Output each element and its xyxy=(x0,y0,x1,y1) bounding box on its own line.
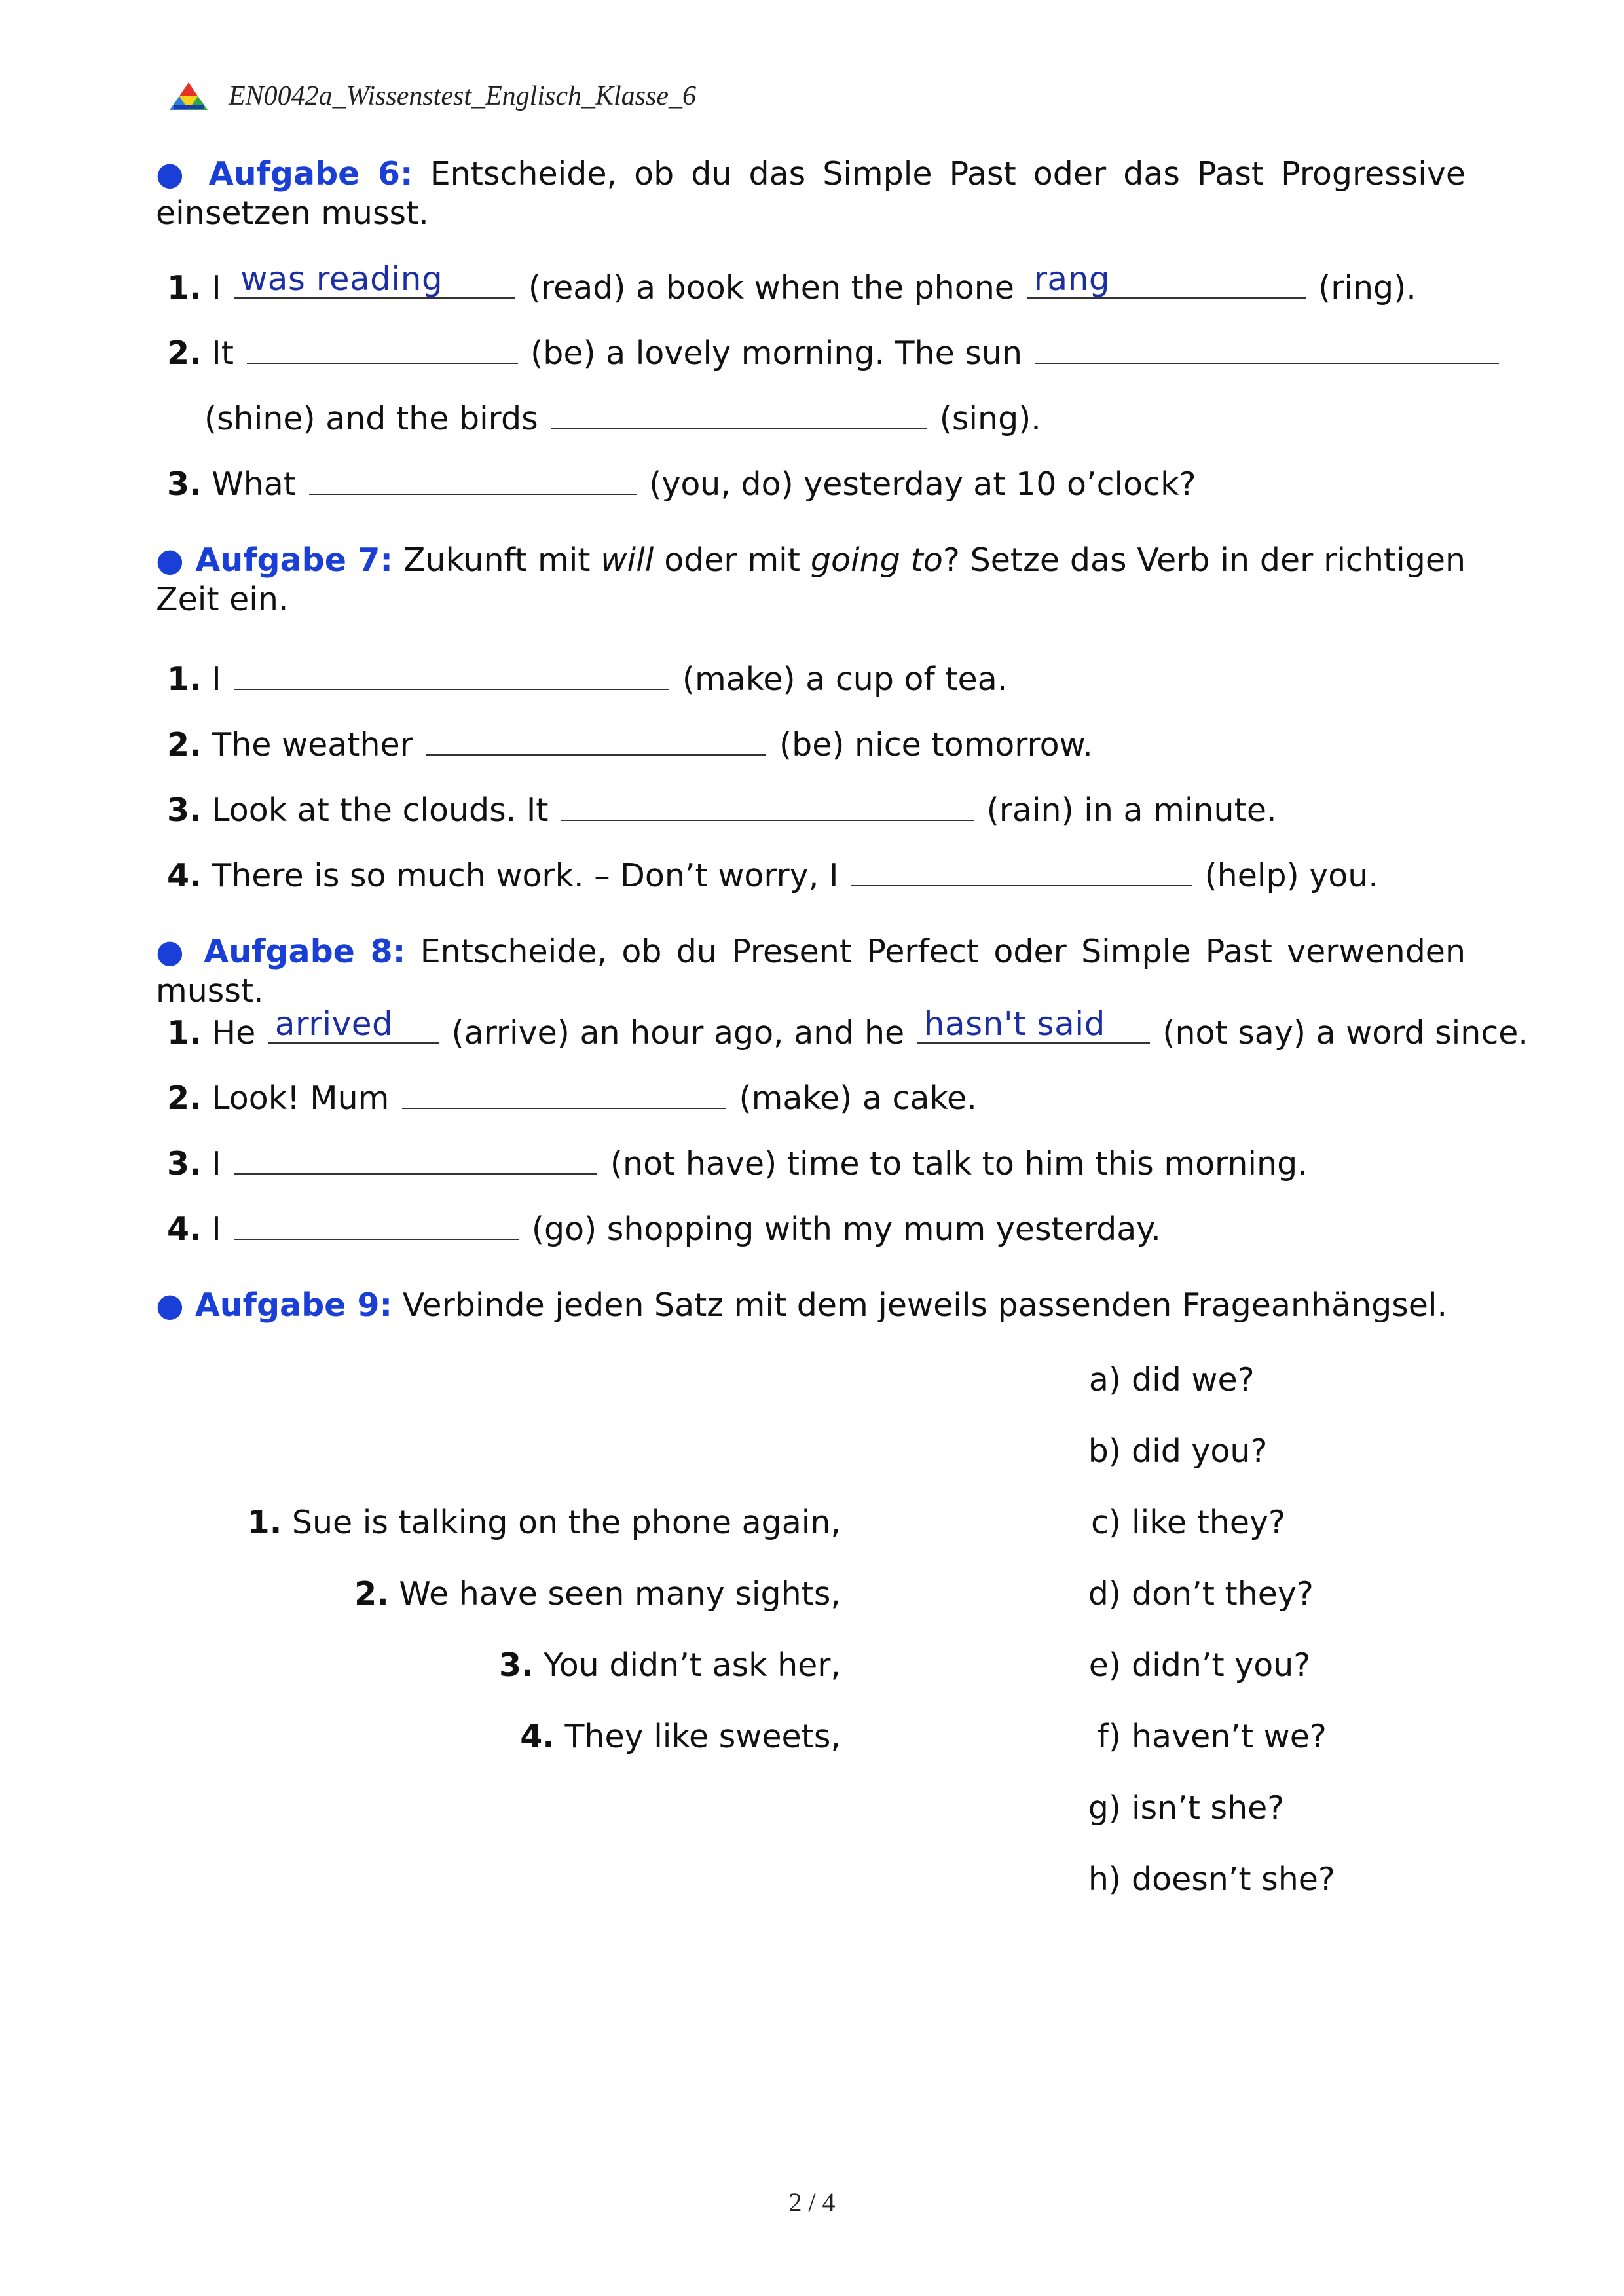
answer-blank[interactable] xyxy=(402,1074,726,1109)
answer-blank[interactable] xyxy=(561,786,974,821)
task-6-instruction xyxy=(156,155,1466,233)
answer-blank[interactable] xyxy=(247,329,518,364)
question-tag-g[interactable]: g) isn’t she? xyxy=(1088,1789,1285,1827)
task-7-instruction: ● Aufgabe 7: Zukunft mit will oder mit going to? Setze das Verb in der richtigen Zeit ein. xyxy=(156,541,1466,618)
question-tag-e[interactable]: e) didn’t you? xyxy=(1088,1647,1311,1684)
task-7-item-3: 3. Look at the clouds. It (rain) in a minute. xyxy=(167,786,1277,830)
answer-blank[interactable] xyxy=(551,394,927,429)
task-7-item-1: 1. I (make) a cup of tea. xyxy=(167,655,1007,699)
task-7-label: ● Aufgabe 7: xyxy=(156,541,394,579)
task-6-item-2: 2. It (be) a lovely morning. The sun xyxy=(167,329,1502,373)
filled-answer: hasn't said xyxy=(923,1005,1105,1043)
task-8-label: ● Aufgabe 8: xyxy=(156,933,406,970)
task-6-item-3: 3. What (you, do) yesterday at 10 o’clock? xyxy=(167,460,1196,504)
task-7-item-4: 4. There is so much work. – Don’t worry, I (help) you. xyxy=(167,851,1378,896)
question-tag-b[interactable]: b) did you? xyxy=(1088,1432,1268,1470)
answer-blank[interactable] xyxy=(309,460,637,495)
sentence-stem-1[interactable]: 1. Sue is talking on the phone again, xyxy=(247,1504,841,1541)
document-title: EN0042a_Wissenstest_Englisch_Klasse_6 xyxy=(229,81,696,111)
answer-blank[interactable] xyxy=(426,720,766,756)
question-tag-d[interactable]: d) don’t they? xyxy=(1088,1575,1314,1613)
task-9-label: ● Aufgabe 9: xyxy=(156,1286,393,1324)
task-6-label: ● Aufgabe 6: xyxy=(156,155,413,192)
task-6-text: Entscheide, ob du das Simple Past oder das Past Progressive einsetzen musst. xyxy=(156,155,1466,232)
question-tag-h[interactable]: h) doesn’t she? xyxy=(1088,1861,1335,1898)
filled-answer: was reading xyxy=(240,260,443,298)
sentence-stem-2[interactable]: 2. We have seen many sights, xyxy=(354,1575,841,1613)
colorful-pyramid-logo-icon xyxy=(167,81,210,111)
answer-blank[interactable] xyxy=(1027,260,1306,299)
answer-blank[interactable] xyxy=(917,1005,1150,1044)
filled-answer: rang xyxy=(1033,260,1111,298)
task-8-item-4: 4. I (go) shopping with my mum yesterday. xyxy=(167,1205,1161,1249)
sentence-stem-3[interactable]: 3. You didn’t ask her, xyxy=(498,1647,841,1684)
answer-blank[interactable] xyxy=(851,851,1192,886)
document-header xyxy=(167,73,696,119)
task-8-item-3: 3. I (not have) time to talk to him this morning. xyxy=(167,1139,1308,1184)
task-8-instruction: ● Aufgabe 8: Entscheide, ob du Present Perfect oder Simple Past verwenden musst. xyxy=(156,933,1466,1010)
answer-blank[interactable] xyxy=(234,1205,519,1240)
sentence-stem-4[interactable]: 4. They like sweets, xyxy=(520,1718,841,1755)
task-6-item-1: 1. I was reading (read) a book when the phone rang (ring). xyxy=(167,260,1416,306)
question-tag-a[interactable]: a) did we? xyxy=(1088,1361,1255,1398)
question-tag-f[interactable]: f) haven’t we? xyxy=(1097,1718,1327,1755)
task-8-item-2: 2. Look! Mum (make) a cake. xyxy=(167,1074,977,1118)
task-7-item-2: 2. The weather (be) nice tomorrow. xyxy=(167,720,1093,765)
task-9-instruction: ● Aufgabe 9: Verbinde jeden Satz mit dem jeweils passenden Frageanhängsel. xyxy=(156,1286,1448,1324)
answer-blank[interactable] xyxy=(234,260,515,299)
page-number: 2 / 4 xyxy=(788,2187,836,2217)
answer-blank[interactable] xyxy=(234,1139,597,1175)
task-8-item-1: 1. He arrived (arrive) an hour ago, and he hasn't said (not say) a word since. xyxy=(167,1005,1528,1051)
task-6-item-2-continued: (shine) and the birds (sing). xyxy=(204,394,1041,439)
filled-answer: arrived xyxy=(274,1005,394,1043)
question-tag-c[interactable]: c) like they? xyxy=(1090,1504,1285,1541)
answer-blank[interactable] xyxy=(268,1005,439,1044)
answer-blank[interactable] xyxy=(234,655,669,690)
answer-blank[interactable] xyxy=(1035,329,1499,364)
